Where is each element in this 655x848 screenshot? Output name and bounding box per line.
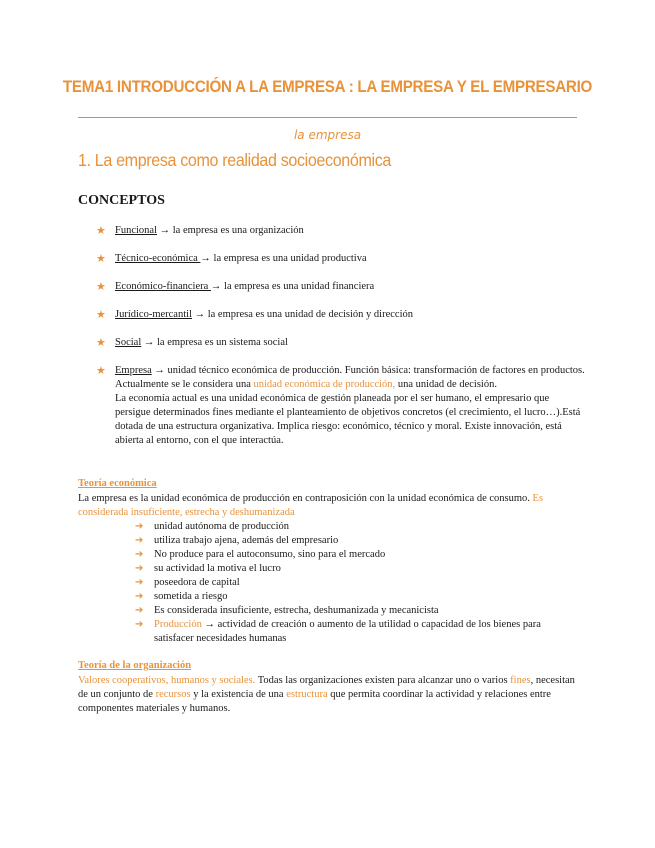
concept-text: → la empresa es una organización: [157, 225, 304, 236]
concept-text: → la empresa es un sistema social: [141, 337, 288, 348]
arrow-bullet-icon: ➔: [135, 619, 144, 630]
teoria-economica-list: [135, 520, 575, 646]
concept-term: Social: [115, 337, 142, 348]
empresa-line2-post: una unidad de decisión.: [395, 379, 497, 390]
title-divider: [78, 117, 577, 118]
concept-item: [96, 336, 586, 350]
teoria-economica-title: Teoría económica: [78, 478, 157, 489]
star-bullet-icon: ★: [96, 252, 106, 265]
arrow-bullet-icon: ➔: [135, 605, 144, 616]
star-bullet-icon: ★: [96, 280, 106, 293]
star-bullet-icon: ★: [96, 336, 106, 349]
intro-highlight: Es considerada insuficiente, estrecha y deshumanizada: [78, 493, 544, 518]
concept-term: Jurídico-mercantil: [115, 309, 192, 320]
concept-item: [96, 224, 586, 238]
concepts-list: [96, 224, 586, 462]
concept-text: → la empresa es una unidad financiera: [210, 281, 375, 292]
concept-item-empresa: [96, 364, 586, 448]
concept-term: Económico-financiera: [115, 281, 211, 292]
concept-item: [96, 252, 586, 266]
conceptos-heading: CONCEPTOS: [78, 193, 165, 208]
empresa-description: La economía actual es una unidad económica de gestión planeada por el ser humano, el empresario que persigue determinados fines mediante el planteamiento de objetivos concretos (el crecimiento, el lucro…).Está dotada de una estructura organizativa. Implica riesgo: económico, técnico y moral. Existe innovación, está abierta al entorno, con el que interactúa.: [115, 393, 581, 446]
document-subtitle: la empresa: [293, 128, 362, 142]
arrow-bullet-icon: ➔: [135, 563, 144, 574]
list-item: ➔ su actividad la motiva el lucro: [135, 563, 281, 574]
list-item: ➔ utiliza trabajo ajena, además del empresario: [135, 535, 339, 546]
concept-term: Funcional: [115, 225, 157, 236]
intro-text: La empresa es la unidad económica de producción en contraposición con la unidad económica de consumo.: [78, 493, 533, 504]
arrow-bullet-icon: ➔: [135, 549, 144, 560]
concept-text: → la empresa es una unidad productiva: [200, 253, 367, 264]
arrow-bullet-icon: ➔: [135, 535, 144, 546]
empresa-highlight: unidad económica de producción,: [253, 379, 396, 390]
arrow-bullet-icon: ➔: [135, 521, 144, 532]
arrow-bullet-icon: ➔: [135, 577, 144, 588]
star-bullet-icon: ★: [96, 308, 106, 321]
concept-term: Técnico-económica: [115, 253, 201, 264]
star-bullet-icon: ★: [96, 224, 106, 237]
star-bullet-icon: ★: [96, 364, 106, 377]
list-item: ➔ poseedora de capital: [135, 577, 240, 588]
concept-item: [96, 308, 586, 322]
section-heading: 1. La empresa como realidad socioeconómica: [78, 150, 391, 170]
concept-text: → la empresa es una unidad de decisión y dirección: [191, 309, 413, 320]
concept-term: Empresa: [115, 365, 152, 376]
list-item-produccion: ➔ Producción → actividad de creación o aumento de la utilidad o capacidad de los bienes para satisfacer necesidades humanas: [135, 619, 541, 644]
list-item: ➔ No produce para el autoconsumo, sino para el mercado: [135, 549, 386, 560]
list-item: ➔ Es considerada insuficiente, estrecha, deshumanizada y mecanicista: [135, 605, 439, 616]
document-title: TEMA1 INTRODUCCIÓN A LA EMPRESA : LA EMPRESA Y EL EMPRESARIO: [62, 78, 593, 96]
list-item: ➔ sometida a riesgo: [135, 591, 228, 602]
arrow-bullet-icon: ➔: [135, 591, 144, 602]
concept-item: [96, 280, 586, 294]
empresa-line2-pre: Actualmente se le considera una: [115, 379, 254, 390]
teoria-organizacion-title: Teoría de la organización: [78, 660, 192, 671]
teoria-economica-intro: [78, 492, 578, 520]
list-item: ➔ unidad autónoma de producción: [135, 521, 290, 532]
empresa-definition: → unidad técnico económica de producción. Función básica: transformación de factores en productos.: [151, 365, 585, 376]
teoria-organizacion-paragraph: Valores cooperativos, humanos y sociales. Todas las organizaciones existen para alcanzar uno o varios fines, necesitan de un conjunto de recursos y la existencia de una estructura que permita coordinar la actividad y relaciones entre componentes materiales y humanos.: [78, 675, 575, 714]
